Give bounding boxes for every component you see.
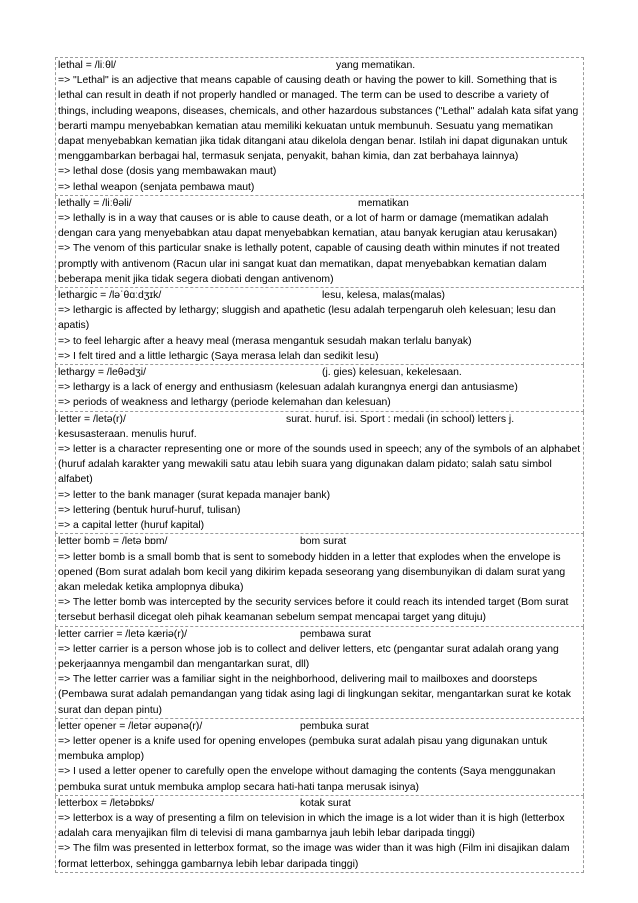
translation: pembuka surat (300, 720, 369, 732)
entry-line: => lethargy is a lack of energy and enthusiasm (kelesuan adalah kurangnya energi dan antusiasme) (58, 382, 518, 394)
entry-line: => The letter carrier was a familiar sight in the neighborhood, delivering mail to mailboxes and doorsteps (Pembawa surat adalah pemandangan yang tidak asing lagi di lingkungan sekitar, mengantarkan surat ke kotak surat dan depan pintu) (58, 674, 571, 716)
headword: lethal = /liːθl/ (58, 60, 117, 71)
entry-line: => "Lethal" is an adjective that means capable of causing death or having the power to kill. Something that is lethal can result in death if not properly handled or managed. The term can be used to describe a variety of things, including weapons, diseases, chemicals, and other hazardous substances ("Lethal" adalah kata sifat yang berarti mampu menyebabkan kematian atau memiliki kekuatan untuk membunuh. Sesuatu yang mematikan dapat menyebabkan kematian jika tidak ditangani atau dikelola dengan benar. Istilah ini dapat digunakan untuk menggambarkan berbagai hal, termasuk senjata, penyakit, bahan kimia, dan zat berbahaya lainnya) (58, 75, 579, 163)
entry-head (58, 365, 581, 380)
entry-head (58, 412, 581, 427)
dictionary-entry (55, 412, 584, 535)
entry-line: => letter bomb is a small bomb that is sent to somebody hidden in a letter that explodes when the envelope is opened (Bom surat adalah bom kecil yang dikirim kepada seseorang yang disembunyikan di dalam surat yang akan meledak ketika amplopnya dibuka) (58, 551, 566, 593)
entry-line: => letter carrier is a person whose job is to collect and deliver letters, etc (pengantar surat adalah orang yang pekerjaannya mengambil dan mengantarkan surat, dll) (58, 643, 559, 670)
entry-line: => lethal dose (dosis yang membawakan maut) (58, 166, 277, 178)
dictionary-entry (55, 534, 584, 626)
entry-line: => The letter bomb was intercepted by the security services before it could reach its intended target (Bom surat tersebut berhasil dicegat oleh pihak keamanan sebelum sempat mencapai target yang dituju) (58, 597, 569, 624)
dictionary-entry (55, 627, 584, 719)
dictionary-entry (55, 57, 584, 196)
entry-line: => lettering (bentuk huruf-huruf, tulisan) (58, 504, 241, 516)
entry-line: => to feel lehargic after a heavy meal (merasa mengantuk sesudah makan terlalu banyak) (58, 335, 472, 347)
entry-line: kesusasteraan. menulis huruf. (58, 428, 197, 440)
translation: mematikan (358, 197, 409, 209)
entry-line: => periods of weakness and lethargy (periode kelemahan dan kelesuan) (58, 397, 391, 409)
entry-line: => I used a letter opener to carefully open the envelope without damaging the contents (Saya menggunakan pembuka surat untuk membuka amplop secara hati-hati tanpa merusak isinya) (58, 766, 556, 793)
dictionary-entry (55, 288, 584, 365)
headword: letter bomb = /letə bɒm/ (58, 536, 168, 548)
headword: lethally = /liːθəli/ (58, 197, 132, 209)
entry-line: => letterbox is a way of presenting a film on television in which the image is a lot wider than it is high (letterbox adalah cara menyajikan film di televisi di mana gambarnya jauh lebih lebar daripada tinggi) (58, 812, 565, 840)
dictionary-entry (55, 719, 584, 796)
entry-head (58, 288, 581, 303)
translation: surat. huruf. isi. Sport : medali (in school) letters j. (286, 413, 515, 425)
translation: kotak surat (300, 797, 351, 809)
headword: lethargic = /ləˈθɑːdʒɪk/ (58, 290, 162, 302)
entry-line: => I felt tired and a little lethargic (Saya merasa lelah dan sedikit lesu) (58, 350, 379, 362)
entry-line: => The venom of this particular snake is lethally potent, capable of causing death within minutes if not treated promptly with antivenom (Racun ular ini sangat kuat dan mematikan, dapat menyebabkan kematian dalam beberapa menit jika tidak segera diobati dengan antivenom) (58, 243, 560, 285)
entry-line: => lethargic is affected by lethargy; sluggish and apathetic (lesu adalah terpengaruh oleh kelesuan; lesu dan apatis) (58, 305, 556, 332)
translation: pembawa surat (300, 628, 372, 640)
entry-line: => lethal weapon (senjata pembawa maut) (58, 181, 255, 193)
entry-head (58, 719, 581, 734)
entry-head (58, 534, 581, 549)
translation: yang mematikan. (336, 60, 416, 71)
entry-line: => lethally is in a way that causes or is able to cause death, or a lot of harm or damage (mematikan adalah dengan cara yang menyebabkan atau dapat menyebabkan kematian, atau banyak kerugian atau kerusakan) (58, 213, 558, 240)
entry-head (58, 196, 581, 211)
dictionary-entry (55, 196, 584, 288)
headword: lethargy = /leθədʒi/ (58, 367, 146, 379)
translation: (j. gies) kelesuan, kekelesaan. (322, 367, 462, 379)
translation: lesu, kelesa, malas(malas) (322, 290, 445, 302)
translation: bom surat (300, 536, 347, 548)
entry-head (58, 627, 581, 642)
entry-line: => a capital letter (huruf kapital) (58, 520, 205, 532)
headword: letter carrier = /letə kæriə(r)/ (58, 628, 188, 640)
headword: letter opener = /letər əʊpənə(r)/ (58, 720, 203, 732)
entry-line: => letter opener is a knife used for opening envelopes (pembuka surat adalah pisau yang digunakan untuk membuka amplop) (58, 735, 548, 763)
headword: letter = /letə(r)/ (58, 413, 126, 425)
dictionary-entry (55, 365, 584, 412)
dictionary-entry (55, 796, 584, 873)
entry-head (58, 58, 581, 73)
entry-line: => letter is a character representing one or more of the sounds used in speech; any of the symbols of an alphabet (huruf adalah karakter yang mewakili satu atau lebih suara yang digunakan dalam pidato; salah satu simbol alfabet) (58, 444, 581, 486)
entry-head (58, 796, 581, 811)
entry-line: => The film was presented in letterbox format, so the image was wider than it was high (Film ini disajikan dalam format letterbox, sehingga gambarnya lebih lebar daripada tinggi) (58, 843, 570, 870)
entry-line: => letter to the bank manager (surat kepada manajer bank) (58, 489, 331, 501)
dictionary-page (55, 57, 584, 873)
headword: letterbox = /letəbɒks/ (58, 797, 155, 809)
